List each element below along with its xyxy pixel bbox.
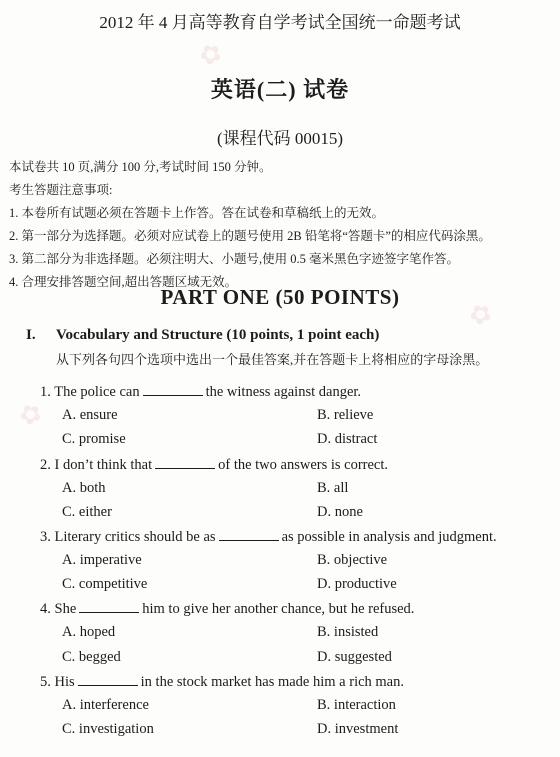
question-stem <box>40 528 497 546</box>
exam-title: 2012 年 4 月高等教育自学考试全国统一命题考试 <box>99 13 461 32</box>
option-b: B. insisted <box>317 624 379 640</box>
option-d: D. suggested <box>317 649 392 665</box>
option-a: A. both <box>62 480 106 496</box>
option-d: D. investment <box>317 721 399 737</box>
instruction-line: 本试卷共 10 页,满分 100 分,考试时间 150 分钟。 <box>9 160 272 174</box>
answer-blank <box>155 456 215 469</box>
watermark: ✿ <box>463 296 498 334</box>
option-c: C. promise <box>62 431 126 447</box>
option-a: A. ensure <box>62 407 118 423</box>
option-a: A. hoped <box>62 624 116 640</box>
question-number: 2. <box>40 457 51 473</box>
section-number: I. <box>26 327 36 343</box>
question-stem <box>40 673 404 691</box>
question-text-post: in the stock market has made him a rich man. <box>140 674 404 690</box>
question-text-post: as possible in analysis and judgment. <box>281 529 497 545</box>
option-b: B. relieve <box>317 407 374 423</box>
question-number: 3. <box>40 529 51 545</box>
course-code: (课程代码 00015) <box>216 129 344 148</box>
option-b: B. objective <box>317 552 388 568</box>
answer-blank <box>79 600 139 613</box>
option-d: D. productive <box>317 576 397 592</box>
watermark: ✿ <box>193 36 228 74</box>
option-c: C. competitive <box>62 576 148 592</box>
paper-title: 英语(二) 试卷 <box>210 77 350 102</box>
option-d: D. none <box>317 504 363 520</box>
question-text-pre: The police can <box>54 384 140 400</box>
question-number: 4. <box>40 601 51 617</box>
section-title: Vocabulary and Structure (10 points, 1 point each) <box>56 327 380 343</box>
question-text-post: of the two answers is correct. <box>218 457 389 473</box>
option-c: C. begged <box>62 649 121 665</box>
instruction-line: 考生答题注意事项: <box>9 183 113 197</box>
answer-blank <box>143 383 203 396</box>
option-d: D. distract <box>317 431 378 447</box>
instruction-line: 3. 第二部分为非选择题。必须注明大、小题号,使用 0.5 毫米黑色字迹签字笔作答。 <box>9 252 460 266</box>
question-stem <box>40 456 388 474</box>
part-title: PART ONE (50 POINTS) <box>160 285 400 309</box>
question-text-pre: She <box>54 601 77 617</box>
option-b: B. interaction <box>317 697 396 713</box>
question-stem <box>40 600 414 618</box>
option-c: C. either <box>62 504 112 520</box>
option-a: A. imperative <box>62 552 142 568</box>
question-text-post: the witness against danger. <box>205 384 362 400</box>
answer-blank <box>219 528 279 541</box>
section-instruction: 从下列各句四个选项中选出一个最佳答案,并在答题卡上将相应的字母涂黑。 <box>56 352 489 367</box>
question-text-pre: I don’t think that <box>54 457 153 473</box>
instruction-line: 4. 合理安排答题空间,超出答题区域无效。 <box>9 275 238 289</box>
answer-blank <box>78 673 138 686</box>
instruction-line: 2. 第一部分为选择题。必须对应试卷上的题号使用 2B 铅笔将“答题卡”的相应代码涂黑。 <box>9 229 491 243</box>
question-text-post: him to give her another chance, but he refused. <box>142 601 415 617</box>
question-text-pre: His <box>54 674 75 690</box>
question-number: 1. <box>40 384 51 400</box>
option-a: A. interference <box>62 697 149 713</box>
question-text-pre: Literary critics should be as <box>54 529 216 545</box>
instruction-line: 1. 本卷所有试题必须在答题卡上作答。答在试卷和草稿纸上的无效。 <box>9 206 385 220</box>
question-stem <box>40 383 361 401</box>
watermark: ✿ <box>13 396 48 434</box>
option-c: C. investigation <box>62 721 154 737</box>
question-number: 5. <box>40 674 51 690</box>
option-b: B. all <box>317 480 349 496</box>
